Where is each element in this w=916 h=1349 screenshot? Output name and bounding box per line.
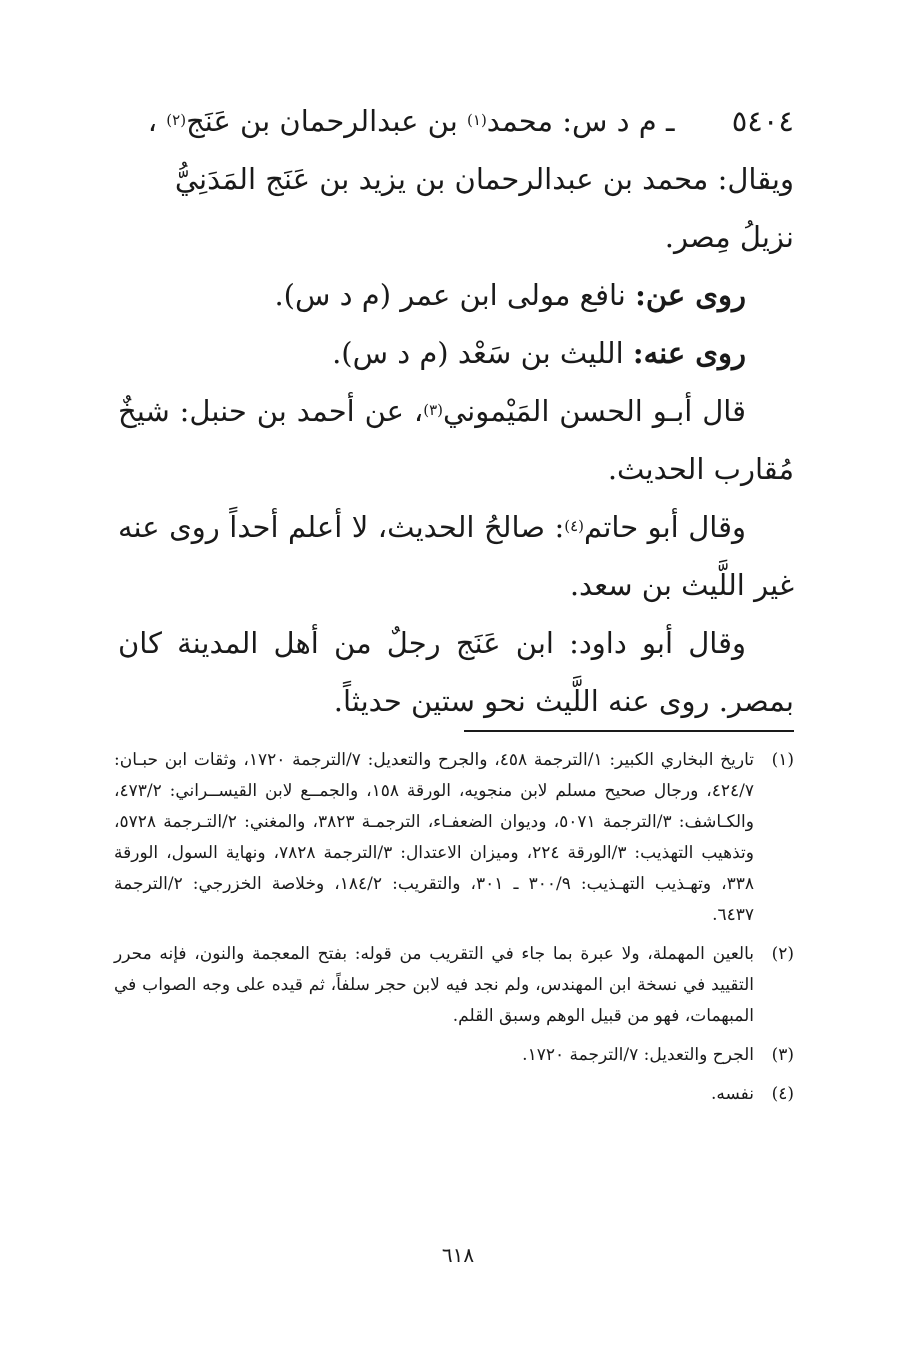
entry-comma: ، — [147, 104, 158, 138]
quote-abu-hatim-after: : صالحُ الحديث، لا أعلم أحداً روى عنه غير اللَّيث بن سعد. — [118, 510, 794, 602]
biography-entry — [118, 92, 794, 266]
entry-continuation: ويقال: محمد بن عبدالرحمان بن يزيد بن عَنَج المَدَنِيُّ نزيلُ مِصر. — [174, 162, 794, 254]
footnote-number: (٢) — [771, 944, 794, 964]
quote-abu-dawud — [118, 614, 794, 730]
narrated-by-label: روى عنه: — [632, 336, 746, 370]
footnote-ref-4: (٤) — [564, 517, 585, 535]
footnote-ref-3: (٣) — [423, 401, 443, 419]
footnote-text: تاريخ البخاري الكبير: ١/الترجمة ٤٥٨، والجرح والتعديل: ٧/الترجمة ١٧٢٠، وثقات ابن حبـان: ٤٢٤/٧، ورجال صحيح مسلم لابن منجويه، الورقة ١٥٨، والجمــع لابن القيســراني: ٤٧٣/٢، والكـاشف: ٣/الترجمة ٥٠٧١، وديوان الضعفـاء، الترجمـة ٣٨٢٣، والمغني: ٢/التـرجمة ٥٧٢٨، وتذهيب التهذيب: ٣/الورقة ٢٢٤، وميزان الاعتدال: ٣/الترجمة ٧٨٢٨، ونهاية السول، الورقة ٣٣٨، وتهـذيب التهـذيب: ٣٠٠/٩ ـ ٣٠١، والتقريب: ١٨٤/٢، وخلاصة الخزرجي: ٢/الترجمة ٦٤٣٧. — [114, 750, 754, 925]
entry-name: محمد — [486, 104, 554, 138]
narrated-from-label: روى عن: — [635, 278, 746, 312]
footnote-ref-1: (١) — [467, 111, 487, 129]
narrated-by — [118, 324, 794, 382]
footnote-ref-2: (٢) — [166, 111, 187, 129]
footnote-text: بالعين المهملة، ولا عبرة بما جاء في التقريب من قوله: بفتح المعجمة والنون، فإنه محرر التقييد في نسخة ابن المهندس، ولم نجد فيه لابن حجر سلفاً، ثم قيده على وجه الصواب في المبهمات، فهو من قبيل الوهم وسبق القلم. — [114, 944, 754, 1026]
entry-dash: ـ — [665, 104, 675, 138]
narrated-from-text: نافع مولى ابن عمر (م د س). — [274, 278, 626, 312]
footnote-separator — [464, 730, 794, 732]
footnote-3 — [114, 1040, 794, 1071]
main-text — [118, 92, 794, 730]
entry-name-rest: بن عبدالرحمان بن عَنَج — [186, 104, 458, 138]
footnote-1 — [114, 745, 794, 931]
quote-maymuni-before: قال أبـو الحسن المَيْموني — [443, 394, 746, 428]
footnotes — [114, 745, 794, 1118]
footnote-number: (١) — [771, 750, 794, 770]
entry-number: ٥٤٠٤ — [731, 104, 794, 138]
footnote-number: (٤) — [771, 1084, 794, 1104]
quote-maymuni-after: ، عن أحمد بن حنبل: شيخٌ مُقارب الحديث. — [118, 394, 794, 486]
narrated-by-text: الليث بن سَعْد (م د س). — [332, 336, 624, 370]
footnote-text: الجرح والتعديل: ٧/الترجمة ١٧٢٠. — [522, 1045, 754, 1065]
quote-abu-hatim-before: وقال أبو حاتم — [584, 510, 746, 544]
quote-abu-hatim — [118, 498, 794, 614]
footnote-4 — [114, 1079, 794, 1110]
page-number: ٦١٨ — [441, 1243, 475, 1267]
entry-codes: م د س: — [562, 104, 657, 138]
footnote-number: (٣) — [771, 1045, 794, 1065]
footnote-text: نفسه. — [710, 1084, 754, 1104]
footnote-2 — [114, 939, 794, 1032]
quote-maymuni — [118, 382, 794, 498]
narrated-from — [118, 266, 794, 324]
quote-abu-dawud-text: وقال أبو داود: ابن عَنَج رجلٌ من أهل المدينة كان بمصر. روى عنه اللَّيث نحو ستين حديثاً. — [118, 626, 794, 718]
